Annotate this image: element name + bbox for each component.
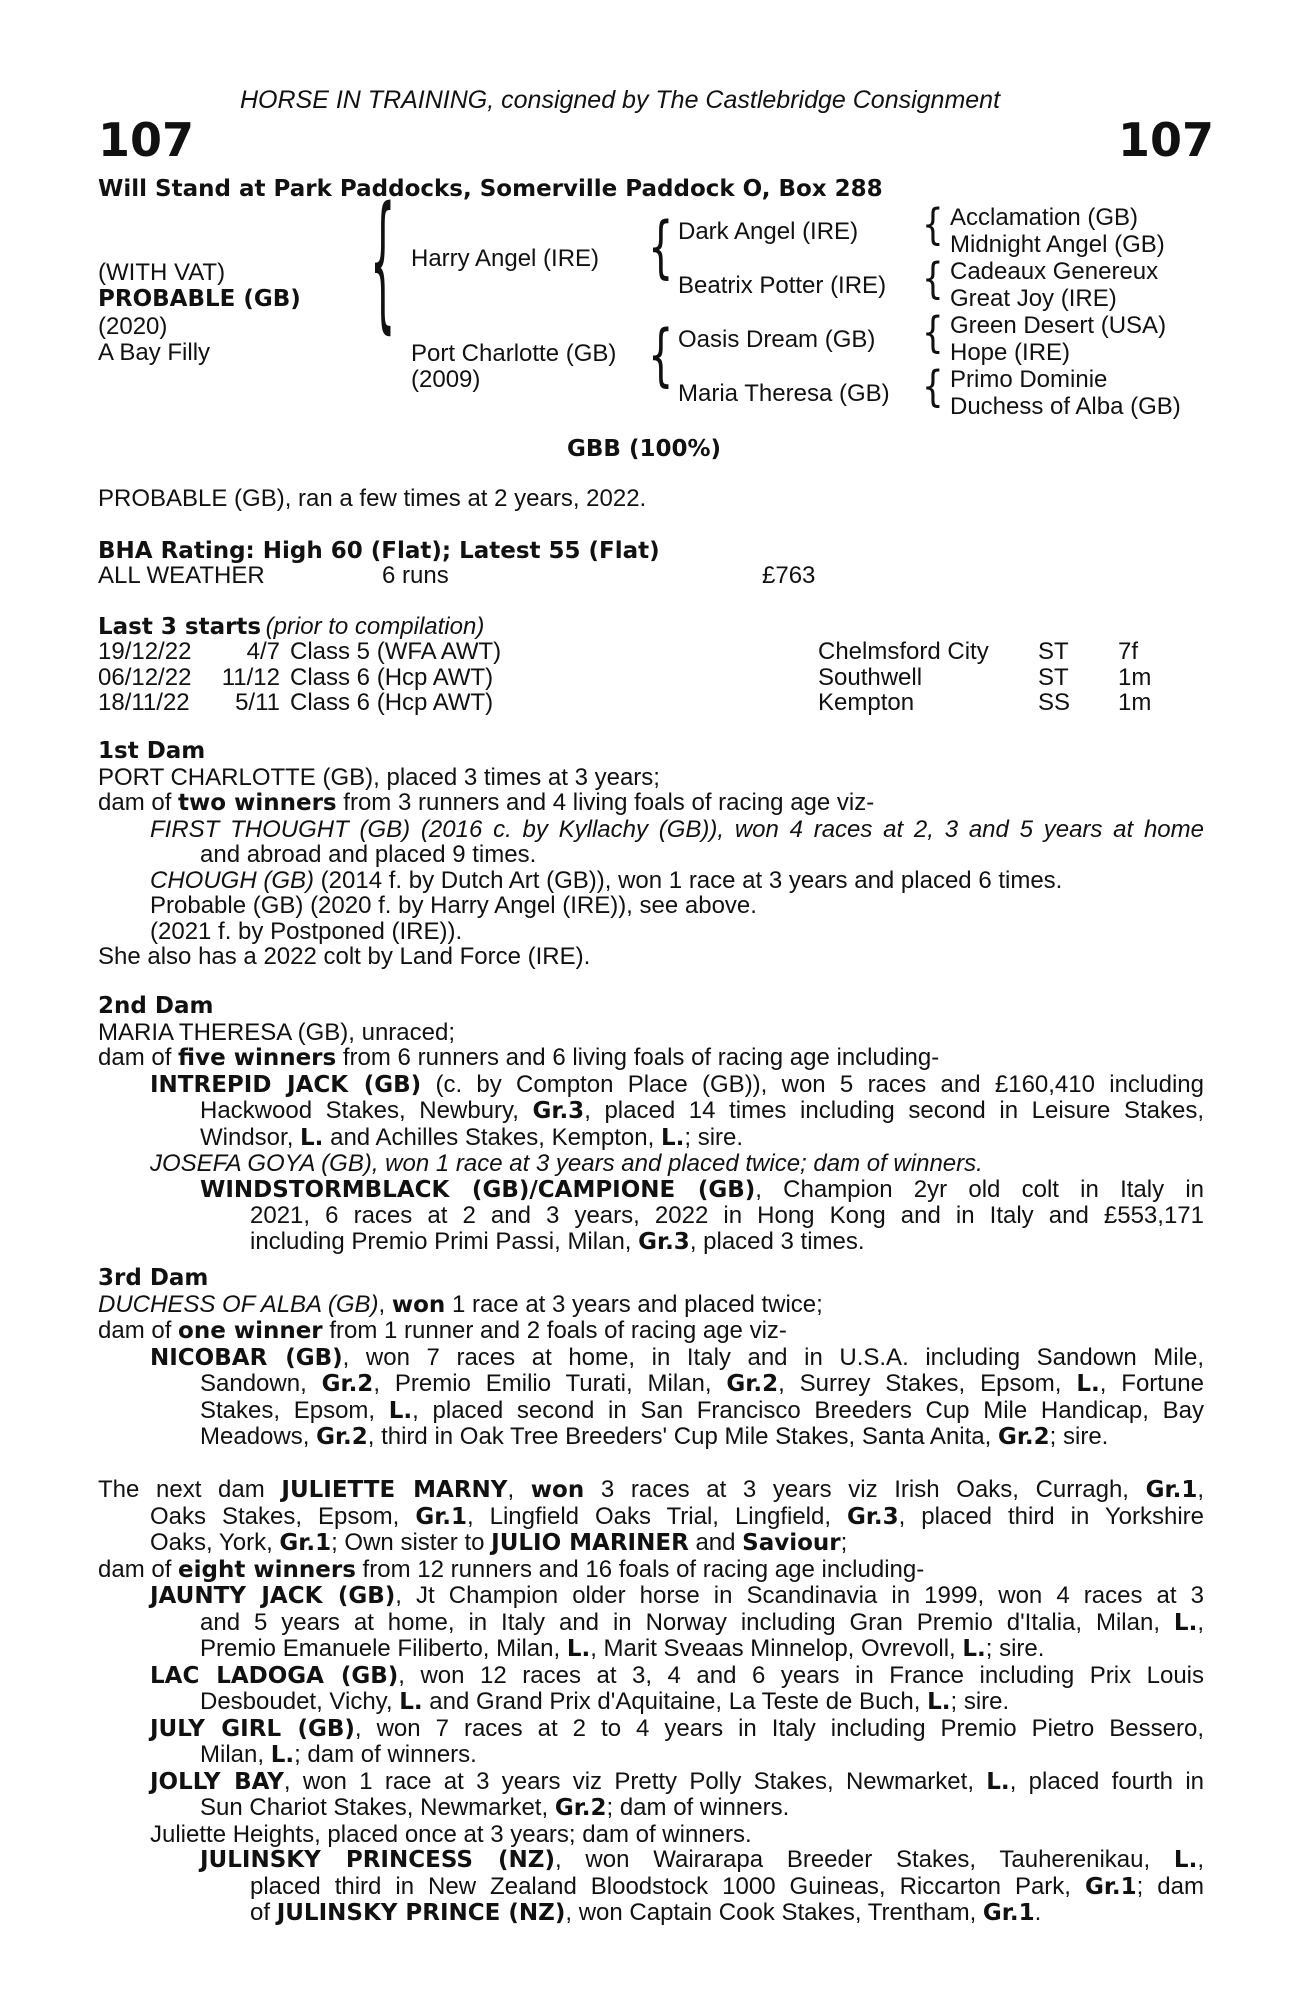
grandproduce-entry-cont: placed third in New Zealand Bloodstock 1000 Guineas, Riccarton Park, Gr.1; dam xyxy=(250,1872,1204,1900)
lot-number-left: 107 xyxy=(98,113,195,167)
produce-entry-cont: Hackwood Stakes, Newbury, Gr.3, placed 14 times including second in Leisure Stakes, xyxy=(200,1097,1205,1124)
ancestor-2: Midnight Angel (GB) xyxy=(950,231,1165,258)
start-course: Southwell xyxy=(818,663,923,691)
start-distance: 7f xyxy=(1118,638,1139,665)
dam-year: (2009) xyxy=(411,366,481,393)
horse-name: PROBABLE (GB) xyxy=(98,286,301,312)
produce-summary: dam of eight winners from 12 runners and 16 foals of racing age including- xyxy=(98,1555,925,1583)
dam: Port Charlotte (GB) xyxy=(411,340,617,367)
table-row xyxy=(0,665,1314,691)
grandproduce-entry: JULINSKY PRINCESS (NZ), won Wairarapa Breeder Stakes, Tauherenikau, L., xyxy=(200,1846,1204,1873)
start-race: Class 5 (WFA AWT) xyxy=(290,638,502,665)
start-distance: 1m xyxy=(1118,663,1152,691)
section-heading: 3rd Dam xyxy=(98,1265,209,1291)
ancestor-4: Great Joy (IRE) xyxy=(950,285,1117,312)
produce-entry: Juliette Heights, placed once at 3 years; dam of winners. xyxy=(150,1820,752,1848)
start-date: 18/11/22 xyxy=(98,689,190,716)
start-date: 19/12/22 xyxy=(98,638,192,665)
starts-title: Last 3 starts xyxy=(98,614,262,640)
ancestor-3: Cadeaux Genereux xyxy=(950,258,1159,285)
brace-sire: { xyxy=(648,208,674,288)
ancestor-7: Primo Dominie xyxy=(950,366,1108,393)
start-date: 06/12/22 xyxy=(98,663,192,691)
dam-sire: Oasis Dream (GB) xyxy=(678,326,876,353)
start-course: Kempton xyxy=(818,689,915,716)
grandproduce-entry-cont: 2021, 6 races at 2 and 3 years, 2022 in Hong Kong and in Italy and £553,171 xyxy=(250,1202,1204,1229)
vat-note: (WITH VAT) xyxy=(98,259,226,286)
first-dam-section xyxy=(98,739,1204,970)
produce-entry: FIRST THOUGHT (GB) (2016 c. by Kyllachy (GB)), won 4 races at 2, 3 and 5 years at home xyxy=(150,815,1204,843)
stand-location: Will Stand at Park Paddocks, Somerville Paddock O, Box 288 xyxy=(98,176,883,202)
produce-entry: JOLLY BAY, won 1 race at 3 years viz Pretty Polly Stakes, Newmarket, L., placed fourth in xyxy=(150,1767,1204,1795)
produce-entry-cont: Milan, L.; dam of winners. xyxy=(200,1741,477,1768)
produce-entry-cont: Sun Chariot Stakes, Newmarket, Gr.2; dam of winners. xyxy=(200,1794,790,1821)
produce-entry: INTREPID JACK (GB) (c. by Compton Place (GB)), won 5 races and £160,410 including xyxy=(150,1070,1204,1098)
start-race: Class 6 (Hcp AWT) xyxy=(290,663,494,691)
dam-line: DUCHESS OF ALBA (GB), won 1 race at 3 years and placed twice; xyxy=(98,1290,823,1318)
sire: Harry Angel (IRE) xyxy=(411,245,600,272)
next-dam-section xyxy=(98,1477,1204,1927)
brace-g3: { xyxy=(922,308,944,358)
third-dam-section xyxy=(98,1266,1204,1451)
start-race: Class 6 (Hcp AWT) xyxy=(290,689,494,716)
start-position: 5/11 xyxy=(235,689,280,716)
produce-entry: JULY GIRL (GB), won 7 races at 2 to 4 years in Italy including Premio Pietro Bessero, xyxy=(150,1714,1204,1742)
table-row xyxy=(0,639,1314,665)
starts-note: (prior to compilation) xyxy=(265,613,485,640)
runs-count: 6 runs xyxy=(382,562,449,589)
second-dam-section xyxy=(98,994,1204,1255)
start-distance: 1m xyxy=(1118,689,1152,716)
dam-line-cont: Oaks Stakes, Epsom, Gr.1, Lingfield Oaks Trial, Lingfield, Gr.3, placed third in Yorkshire xyxy=(150,1502,1204,1530)
starts-table xyxy=(0,639,1314,719)
horse-description: A Bay Filly xyxy=(98,339,211,366)
lot-number-right: 107 xyxy=(1118,113,1215,167)
surface-label: ALL WEATHER xyxy=(98,562,265,589)
bha-rating: BHA Rating: High 60 (Flat); Latest 55 (Flat) xyxy=(98,538,660,564)
produce-entry-cont: Desboudet, Vichy, L. and Grand Prix d'Aquitaine, La Teste de Buch, L.; sire. xyxy=(200,1688,1010,1715)
dam-line: The next dam JULIETTE MARNY, won 3 races at 3 years viz Irish Oaks, Curragh, Gr.1, xyxy=(98,1476,1204,1503)
start-course: Chelmsford City xyxy=(818,638,989,665)
gbb-rating: GBB (100%) xyxy=(567,436,722,462)
brace-g4: { xyxy=(922,362,944,412)
starts-heading xyxy=(98,613,484,641)
start-position: 11/12 xyxy=(221,663,280,691)
produce-entry-cont: Windsor, L. and Achilles Stakes, Kempton, L.; sire. xyxy=(200,1123,744,1151)
section-heading: 2nd Dam xyxy=(98,993,214,1019)
produce-note: She also has a 2022 colt by Land Force (IRE). xyxy=(98,943,591,970)
produce-entry-cont: Meadows, Gr.2, third in Oak Tree Breeders' Cup Mile Stakes, Santa Anita, Gr.2; sire. xyxy=(200,1423,1109,1450)
ancestor-5: Green Desert (USA) xyxy=(950,312,1167,339)
start-position: 4/7 xyxy=(246,638,280,665)
start-going: ST xyxy=(1038,663,1069,691)
produce-entry: LAC LADOGA (GB), won 12 races at 3, 4 and 6 years in France including Prix Louis xyxy=(150,1661,1205,1689)
start-going: SS xyxy=(1038,689,1071,716)
grandproduce-entry: WINDSTORMBLACK (GB)/CAMPIONE (GB), Champion 2yr old colt in Italy in xyxy=(200,1175,1205,1203)
race-summary: PROBABLE (GB), ran a few times at 2 years, 2022. xyxy=(98,485,647,512)
produce-entry-cont: Sandown, Gr.2, Premio Emilio Turati, Milan, Gr.2, Surrey Stakes, Epsom, L., Fortune xyxy=(200,1370,1204,1397)
produce-entry: NICOBAR (GB), won 7 races at home, in Italy and in U.S.A. including Sandown Mile, xyxy=(150,1343,1204,1371)
produce-summary: dam of one winner from 1 runner and 2 foals of racing age viz- xyxy=(98,1317,787,1344)
earnings: £763 xyxy=(762,562,816,589)
brace-g1: { xyxy=(922,200,944,250)
dam-line: MARIA THERESA (GB), unraced; xyxy=(98,1018,456,1046)
foaling-year: (2020) xyxy=(98,313,168,340)
produce-summary: dam of two winners from 3 runners and 4 living foals of racing age viz- xyxy=(98,789,875,816)
produce-entry: JAUNTY JACK (GB), Jt Champion older horse in Scandinavia in 1999, won 4 races at 3 xyxy=(150,1582,1204,1609)
produce-entry: CHOUGH (GB) (2014 f. by Dutch Art (GB)), won 1 race at 3 years and placed 6 times. xyxy=(150,866,1063,894)
ancestor-8: Duchess of Alba (GB) xyxy=(950,393,1181,420)
produce-entry-cont: and 5 years at home, in Italy and in Norway including Gran Premio d'Italia, Milan, L., xyxy=(200,1608,1204,1636)
ancestor-6: Hope (IRE) xyxy=(950,339,1071,366)
sire-dam: Beatrix Potter (IRE) xyxy=(678,272,887,299)
dam-dam: Maria Theresa (GB) xyxy=(678,380,890,407)
produce-entry: (2021 f. by Postponed (IRE)). xyxy=(150,917,463,945)
sire-sire: Dark Angel (IRE) xyxy=(678,218,859,245)
grandproduce-entry-cont: of JULINSKY PRINCE (NZ), won Captain Cook Stakes, Trentham, Gr.1. xyxy=(250,1899,1042,1926)
table-row xyxy=(0,690,1314,716)
dam-line: PORT CHARLOTTE (GB), placed 3 times at 3 years; xyxy=(98,763,660,791)
dam-line-cont: Oaks, York, Gr.1; Own sister to JULIO MARINER and Saviour; xyxy=(150,1529,848,1556)
start-going: ST xyxy=(1038,638,1069,665)
ancestor-1: Acclamation (GB) xyxy=(950,204,1139,231)
brace-g2: { xyxy=(922,254,944,304)
produce-summary: dam of five winners from 6 runners and 6 living foals of racing age including- xyxy=(98,1044,940,1071)
produce-entry-cont: Stakes, Epsom, L., placed second in San Francisco Breeders Cup Mile Handicap, Bay xyxy=(200,1396,1204,1424)
produce-entry-cont: and abroad and placed 9 times. xyxy=(200,841,537,868)
grandproduce-entry-cont: including Premio Primi Passi, Milan, Gr.3, placed 3 times. xyxy=(250,1227,865,1255)
brace-dam: { xyxy=(648,316,674,396)
produce-entry: Probable (GB) (2020 f. by Harry Angel (IRE)), see above. xyxy=(150,892,757,919)
produce-entry-cont: Premio Emanuele Filiberto, Milan, L., Marit Sveaas Minnelop, Ovrevoll, L.; sire. xyxy=(200,1635,1045,1662)
produce-entry: JOSEFA GOYA (GB), won 1 race at 3 years and placed twice; dam of winners. xyxy=(150,1150,983,1177)
brace-big: { xyxy=(370,178,396,350)
section-heading: 1st Dam xyxy=(98,738,206,764)
consignment-line: HORSE IN TRAINING, consigned by The Castlebridge Consignment xyxy=(240,86,1001,114)
